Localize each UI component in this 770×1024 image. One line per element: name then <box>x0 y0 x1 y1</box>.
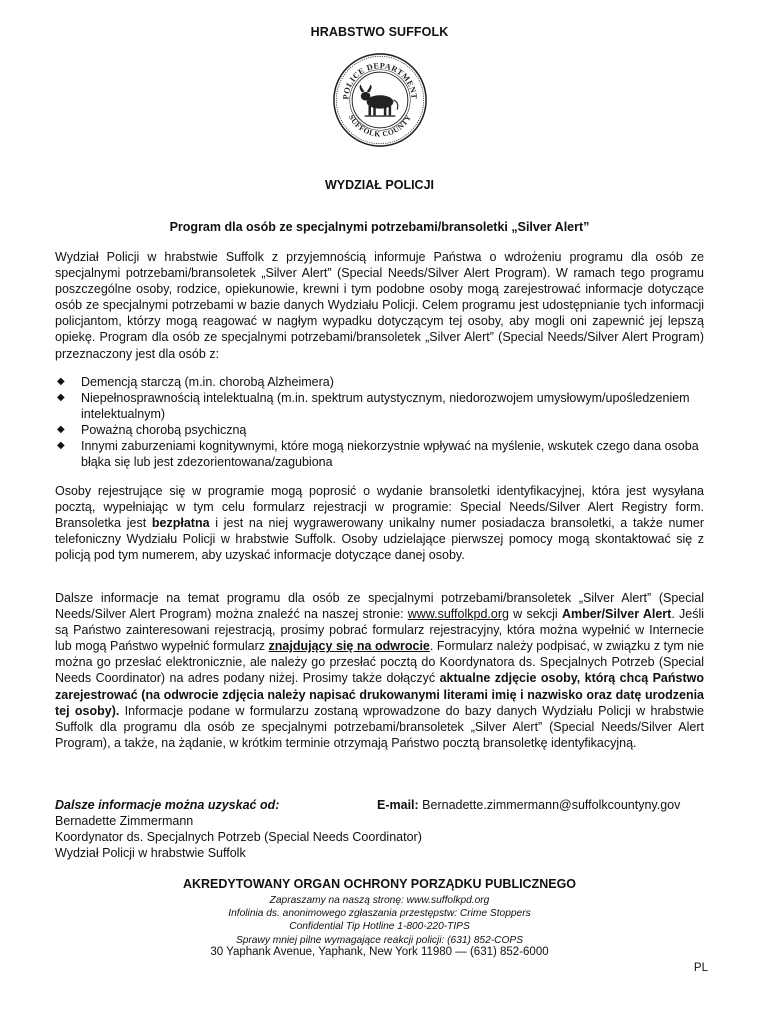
list-item: ◆ Innymi zaburzeniami kognitywnymi, które mogą niekorzystnie wpływać na myślenie, wskutek czego dana osoba błąka się lub jest zdezorientowana/zagubiona <box>57 439 699 470</box>
photo-instruction: aktualne zdjęcie osoby, którą chcą Państwo zarejestrować (na odwrocie zdjęcia należy napisać drukowanymi literami imię i nazwisko oraz datę urodzenia tej osoby). <box>55 671 704 718</box>
bullet-diamond-icon: ◆ <box>57 424 65 436</box>
contact-department: Wydział Policji w hrabstwie Suffolk <box>55 846 246 861</box>
contact-block <box>55 797 704 861</box>
bullet-diamond-icon: ◆ <box>57 376 65 387</box>
bullet-diamond-icon: ◆ <box>57 440 65 452</box>
svg-text:SUFFOLK COUNTY: SUFFOLK COUNTY <box>346 113 414 139</box>
svg-text:POLICE DEPARTMENT: POLICE DEPARTMENT <box>341 61 419 100</box>
section-name: Amber/Silver Alert <box>561 607 672 622</box>
contact-name: Bernadette Zimmermann <box>55 814 194 828</box>
language-code: PL <box>693 962 708 974</box>
list-item: ◆ Niepełnosprawnością intelektualną (m.in. spektrum autystycznym, niedorozwojem umysłowym/upośledzeniem intelektualnym) <box>57 391 690 422</box>
email-address[interactable]: Bernadette.zimmermann@suffolkcountyny.gov <box>422 798 681 812</box>
more-info-paragraph: Dalsze informacje na temat programu dla osób ze specjalnymi potrzebami/bransoletek „Silver Alert” (Special Needs/Silver Alert Program) można znaleźć na naszej stronie: www.suffolkpd.org w sekcji Amber/Silver Alert. Jeśli są Państwo zainteresowani rejestracją, prosimy pobrać formularz rejestracyjny, która można wypełnić w Internecie lub mogą Państwo wypełnić formularz znajdujący się na odwrocie. Formularz należy podpisać, w związku z tym nie można go przesłać elektronicznie, ale należy go przesłać pocztą do Koordynatora ds. Specjalnych Potrzeb (Special Needs Coordinator) na adres podany niżej. Prosimy także dołączyć aktualne zdjęcie osoby, którą chcą Państwo zarejestrować (na odwrocie zdjęcia należy napisać drukowanymi literami imię i nazwisko oraz datę urodzenia tej osoby). Informacje podane w formularzu zostaną wprowadzone do bazy danych Wydziału Policji w hrabstwie Suffolk dla programu dla osób ze specjalnymi potrzebami/bransoletek „Silver Alert” (Special Needs/Silver Alert Program), a także, na żądanie, w krótkim terminie otrzymają Państwo pocztą bransoletkę identyfikacyjną. <box>55 591 705 750</box>
footer-hotline-line: Confidential Tip Hotline 1-800-220-TIPS <box>289 921 470 933</box>
contact-role: Koordynator ds. Specjalnych Potrzeb (Special Needs Coordinator) <box>55 830 422 845</box>
bullet-diamond-icon: ◆ <box>57 392 65 404</box>
email-line: E-mail: Bernadette.zimmermann@suffolkcountyny.gov <box>377 798 681 812</box>
police-seal-logo <box>332 52 428 148</box>
website-link[interactable]: www.suffolkpd.org <box>407 607 509 622</box>
list-item: ◆ Demencją starczą (m.in. chorobą Alzheimera) <box>57 375 334 389</box>
contact-label: Dalsze informacje można uzyskać od: <box>55 798 280 812</box>
county-heading: HRABSTWO SUFFOLK <box>310 25 449 39</box>
list-item: ◆ Poważną chorobą psychiczną <box>57 423 247 438</box>
department-heading: WYDZIAŁ POLICJI <box>324 178 435 192</box>
bracelet-paragraph: Osoby rejestrujące się w programie mogą poprosić o wydanie bransoletki identyfikacyjnej, która jest wysyłana pocztą, wypełniając w tym celu formularz rejestracji w programie: Special Needs/Silver Alert Registry form. Bransoletka jest bezpłatna i jest na niej wygrawerowany unikalny numer posiadacza bransoletki, a także numer telefoniczny Wydziału Policji w hrabstwie Suffolk. Osoby udzielające pierwszej pomocy mogą skontaktować się z policją pod tym numerem, aby uzyskać informacje dotyczące danej osoby. <box>55 484 704 563</box>
free-emphasis: bezpłatna <box>151 516 210 531</box>
footer-crime-stoppers-line: Infolinia ds. anonimowego zgłaszania przestępstw: Crime Stoppers <box>228 908 531 920</box>
conditions-list <box>55 374 704 471</box>
footer-non-emergency-line: Sprawy mniej pilne wymagające reakcji policji: (631) 852-COPS <box>235 934 524 946</box>
intro-paragraph: Wydział Policji w hrabstwie Suffolk z przyjemnością informuje Państwa o wdrożeniu programu dla osób ze specjalnymi potrzebami/bransoletek „Silver Alert” (Special Needs/Silver Alert Program). W ramach tego programu poszczególne osoby, rodzice, opiekunowie, krewni i tym podobne osoby mogą zarejestrować informacje dotyczące osób ze specjalnymi potrzebami w bazie danych Wydziału Policji. Celem programu jest udostępnianie tych informacji policjantom, którzy mogą reagować w nagłym wypadku dotyczącym tej osoby, aby mogli oni zapewnić jej lepszą opiekę. Program dla osób ze specjalnymi potrzebami/bransoletek „Silver Alert” (Special Needs/Silver Alert Program) przeznaczony jest dla osób z: <box>55 250 704 361</box>
reverse-side-emphasis: znajdujący się na odwrocie <box>268 639 430 654</box>
footer-website-line: Zapraszamy na naszą stronę: www.suffolkpd.org <box>269 895 490 906</box>
program-title: Program dla osób ze specjalnymi potrzebami/bransoletki „Silver Alert” <box>169 220 590 234</box>
accreditation-heading: AKREDYTOWANY ORGAN OCHRONY PORZĄDKU PUBLICZNEGO <box>182 877 577 891</box>
footer-address: 30 Yaphank Avenue, Yaphank, New York 11980 — (631) 852-6000 <box>210 946 549 958</box>
footer-info <box>55 894 704 947</box>
